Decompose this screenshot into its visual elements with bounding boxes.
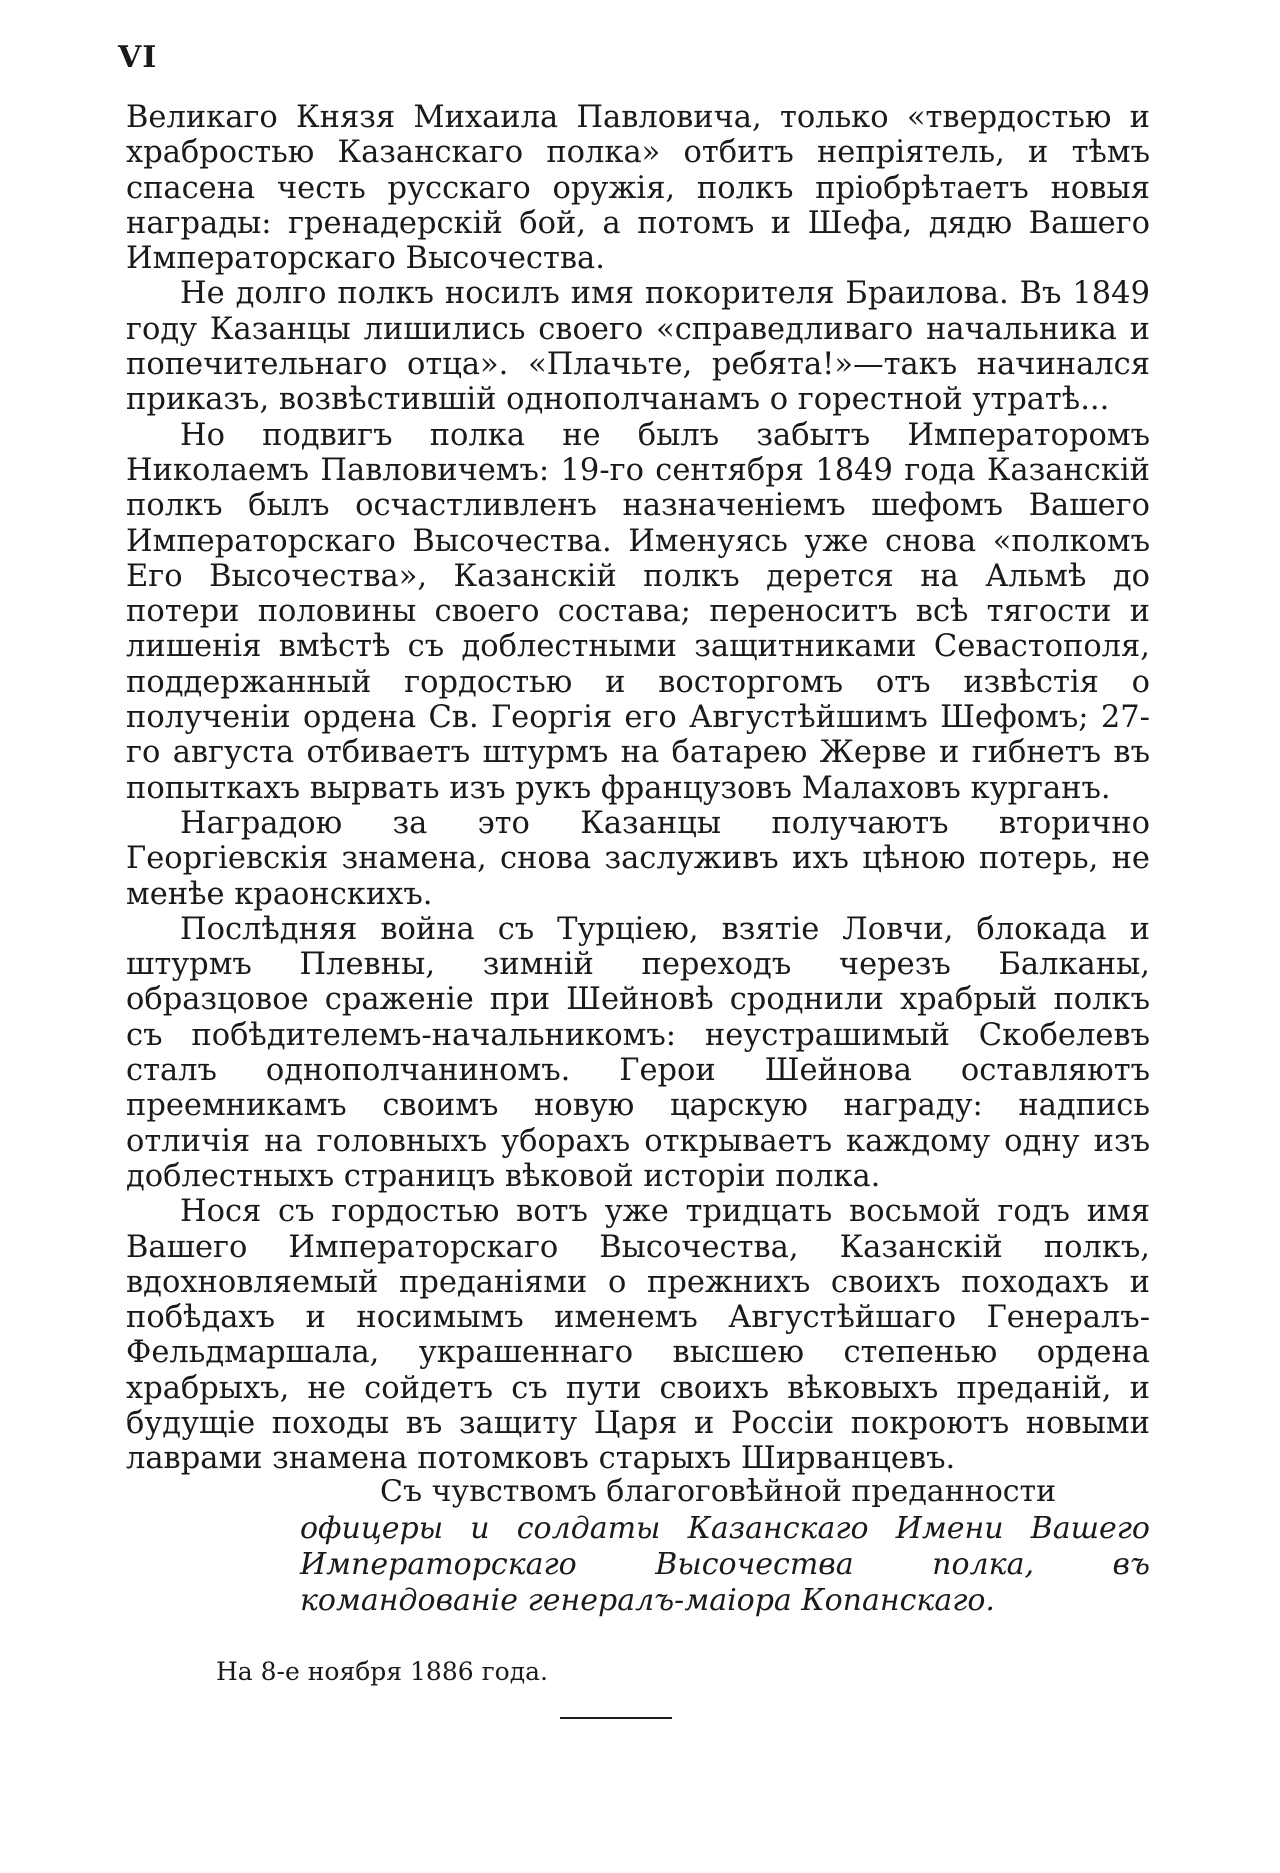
date-line: На 8-е ноября 1886 года. (216, 1657, 548, 1686)
paragraph-6: Нося съ гордостью вотъ уже тридцать восьмой годъ имя Вашего Императорскаго Высочества, Казанскій полкъ, вдохновляемый преданіями о прежнихъ своихъ походахъ и побѣдахъ и носимымъ именемъ Августѣйшаго Генералъ-Фельдмаршала, украшеннаго высшею степенью ордена храбрыхъ, не сойдетъ съ пути своихъ вѣковыхъ преданій, и будущіе походы въ защиту Царя и Россіи покроютъ новыми лаврами знамена потомковъ старыхъ Ширванцевъ. (126, 1194, 1150, 1477)
closing-signature-block (300, 1473, 1150, 1619)
paragraph-3: Но подвигъ полка не былъ забытъ Императоромъ Николаемъ Павловичемъ: 19-го сентября 1849 года Казанскій полкъ былъ осчастливленъ назначеніемъ шефомъ Вашего Императорскаго Высочества. Именуясь уже снова «полкомъ Его Высочества», Казанскій полкъ дерется на Альмѣ до потери половины своего состава; переноситъ всѣ тягости и лишенія вмѣстѣ съ доблестными защитниками Севастополя, поддержанный гордостью и восторгомъ отъ извѣстія о полученіи ордена Св. Георгія его Августѣйшимъ Шефомъ; 27-го августа отбиваетъ штурмъ на батарею Жерве и гибнетъ въ попыткахъ вырвать изъ рукъ французовъ Малаховъ курганъ. (126, 417, 1150, 806)
page-number: VI (118, 40, 158, 75)
end-divider (560, 1717, 672, 1719)
paragraph-5: Послѣдняя война съ Турціею, взятіе Ловчи, блокада и штурмъ Плевны, зимній переходъ черезъ Балканы, образцовое сраженіе при Шейновѣ сроднили храбрый полкъ съ побѣдителемъ-начальникомъ: неустрашимый Скобелевъ сталъ однополчаниномъ. Герои Шейнова оставляютъ преемникамъ своимъ новую царскую награду: надпись отличія на головныхъ уборахъ открываетъ каждому одну изъ доблестныхъ страницъ вѣковой исторіи полка. (126, 911, 1150, 1194)
closing-salutation: Съ чувствомъ благоговѣйной преданности (380, 1474, 1057, 1509)
paragraph-4: Наградою за это Казанцы получаютъ вторично Георгіевскія знамена, снова заслуживъ ихъ цѣною потерь, не менѣе краонскихъ. (126, 805, 1150, 912)
paragraph-1: Великаго Князя Михаила Павловича, только «твердостью и храбростью Казанскаго полка» отбитъ непріятель, и тѣмъ спасена честь русскаго оружія, полкъ пріобрѣтаетъ новыя награды: гренадерскій бой, а потомъ и Шефа, дядю Вашего Императорскаго Высочества. (126, 100, 1150, 277)
signatories: офицеры и солдаты Казанскаго Имени Вашего Императорскаго Высочества полка, въ командованіе генералъ-маіора Копанскаго. (300, 1511, 1150, 1618)
paragraph-2: Не долго полкъ носилъ имя покорителя Браилова. Въ 1849 году Казанцы лишились своего «справедливаго начальника и попечительнаго отца». «Плачьте, ребята!»—такъ начинался приказъ, возвѣстившій однополчанамъ о горестной утратѣ... (126, 276, 1150, 418)
body-text (126, 100, 1150, 1477)
